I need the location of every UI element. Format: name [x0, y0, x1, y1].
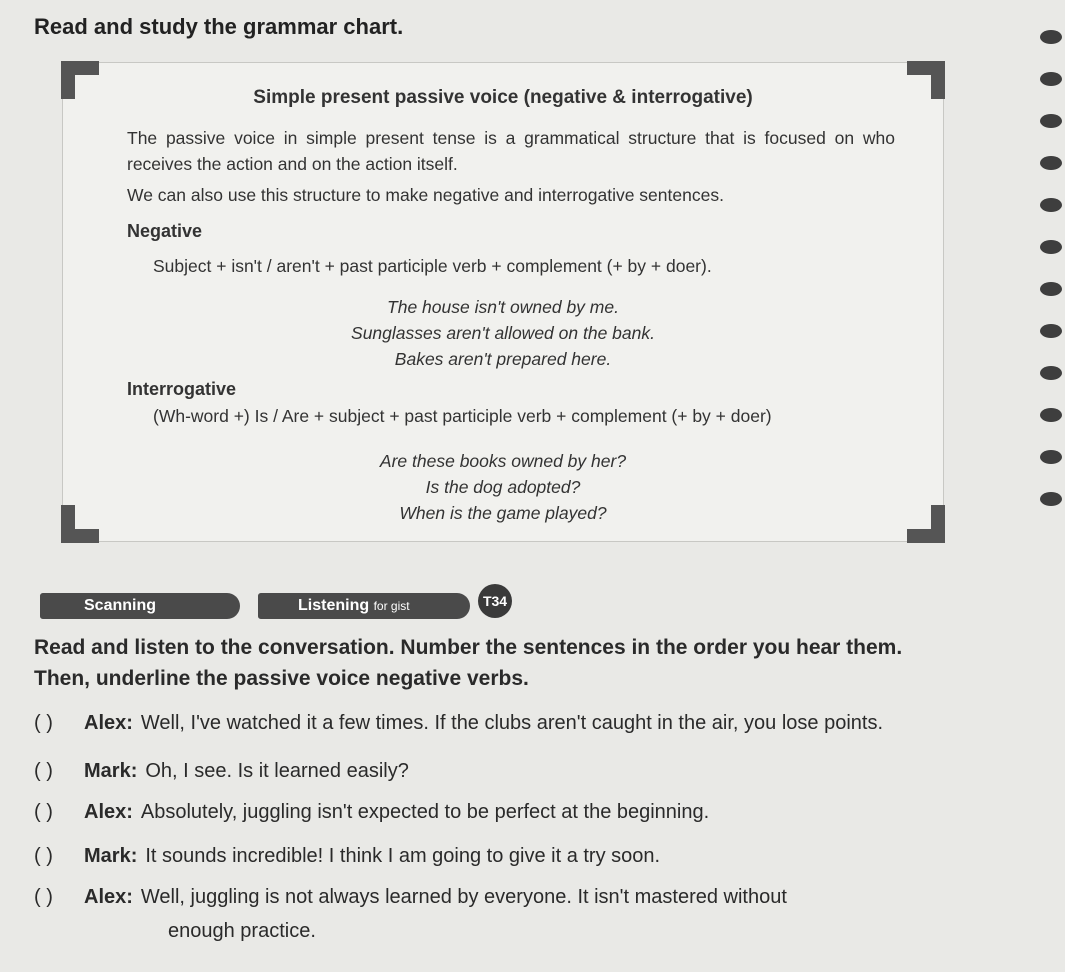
spiral-ring-icon	[1040, 198, 1062, 212]
number-blank[interactable]: ( )	[34, 845, 53, 867]
page-title: Read and study the grammar chart.	[34, 14, 404, 39]
scanning-label: Scanning	[84, 597, 157, 614]
sentence-text: Oh, I see. Is it learned easily?	[145, 760, 409, 782]
spiral-ring-icon	[1040, 156, 1062, 170]
negative-example: The house isn't owned by me.	[387, 297, 619, 317]
list-item	[34, 801, 709, 824]
negative-example: Bakes aren't prepared here.	[394, 349, 612, 369]
negative-label: Negative	[127, 221, 203, 241]
interrogative-example: Is the dog adopted?	[425, 477, 581, 497]
spiral-ring-icon	[1040, 324, 1062, 338]
number-blank[interactable]: ( )	[34, 801, 53, 823]
sentence-text: Well, juggling is not always learned by everyone. It isn't mastered without	[140, 886, 787, 908]
speaker-name: Mark:	[84, 845, 138, 867]
instruction-line-1: Read and listen to the conversation. Number the sentences in the order you hear them.	[34, 636, 903, 659]
interrogative-label: Interrogative	[127, 379, 237, 399]
chart-intro: The passive voice in simple present tense is a grammatical structure that is focused on who receives the action and on the action itself.	[127, 128, 895, 174]
chart-intro-2: We can also use this structure to make negative and interrogative sentences.	[127, 185, 724, 205]
negative-formula: Subject + isn't / aren't + past participle verb + complement (+ by + doer).	[153, 256, 712, 276]
sentence-text: Absolutely, juggling isn't expected to be perfect at the beginning.	[140, 801, 710, 823]
speaker-name: Alex:	[84, 712, 133, 734]
listening-label: Listening	[298, 597, 370, 614]
spiral-ring-icon	[1040, 30, 1062, 44]
spiral-ring-icon	[1040, 408, 1062, 422]
list-item	[34, 712, 883, 735]
sentence-continuation: enough practice.	[168, 920, 316, 942]
spiral-ring-icon	[1040, 240, 1062, 254]
spiral-ring-icon	[1040, 366, 1062, 380]
interrogative-example: When is the game played?	[399, 503, 607, 523]
chart-title: Simple present passive voice (negative & interrogative)	[253, 87, 753, 108]
interrogative-example: Are these books owned by her?	[379, 451, 627, 471]
sentence-text: Well, I've watched it a few times. If the clubs aren't caught in the air, you lose points.	[140, 712, 883, 734]
audio-track-icon: T34	[478, 584, 512, 618]
grammar-chart	[62, 62, 944, 542]
list-item	[34, 845, 660, 868]
speaker-name: Alex:	[84, 886, 133, 908]
spiral-ring-icon	[1040, 450, 1062, 464]
speaker-name: Mark:	[84, 760, 138, 782]
spiral-ring-icon	[1040, 114, 1062, 128]
list-item	[34, 886, 787, 909]
number-blank[interactable]: ( )	[34, 886, 53, 908]
scanning-badge	[40, 593, 240, 619]
number-blank[interactable]: ( )	[34, 760, 53, 782]
spiral-ring-icon	[1040, 492, 1062, 506]
list-item	[34, 760, 409, 783]
listening-badge	[258, 593, 470, 619]
sentence-text: It sounds incredible! I think I am going to give it a try soon.	[145, 845, 661, 867]
number-blank[interactable]: ( )	[34, 712, 53, 734]
negative-example: Sunglasses aren't allowed on the bank.	[351, 323, 655, 343]
speaker-name: Alex:	[84, 801, 133, 823]
listening-sub-label: for gist	[373, 599, 410, 613]
interrogative-formula: (Wh-word +) Is / Are + subject + past participle verb + complement (+ by + doer)	[153, 406, 772, 426]
spiral-ring-icon	[1040, 282, 1062, 296]
instruction-line-2: Then, underline the passive voice negative verbs.	[34, 667, 529, 690]
spiral-ring-icon	[1040, 72, 1062, 86]
